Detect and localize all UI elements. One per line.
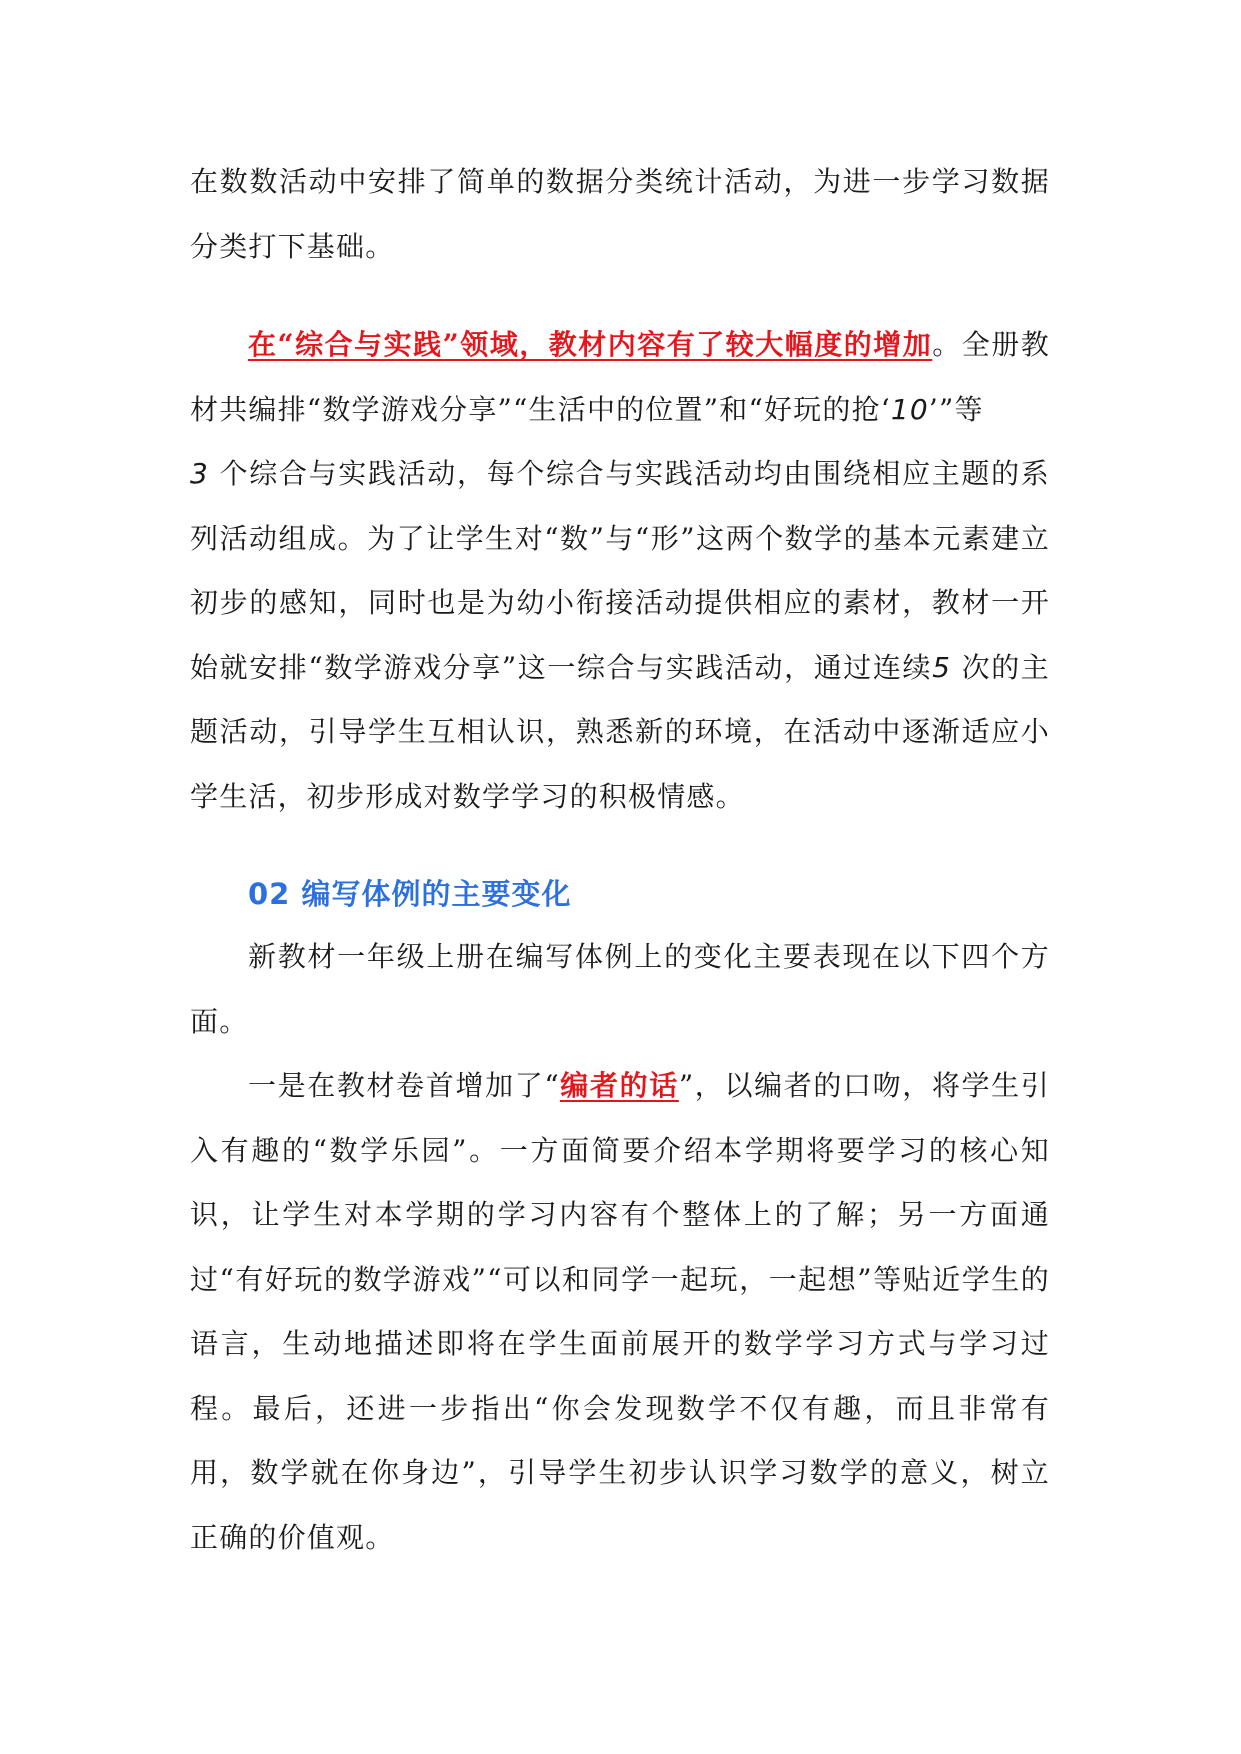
text-segment: 。全册教材共编排“数学游戏分享”“生活中的位置”和“好玩的抢‘ [190,328,1050,426]
text-segment: 一是在教材卷首增加了“ [248,1069,560,1102]
paragraph-four-aspects: 新教材一年级上册在编写体例上的变化主要表现在以下四个方面。 [190,940,1050,1038]
text-segment: 个综合与实践活动，每个综合与实践活动均由围绕相应主题的系列活动组成。为了让学生对“数”与“形”这两个数学的基本元素建立初步的感知，同时也是为幼小衔接活动提供相应的素材，教材一开始就安排“数学游戏分享”这一综合与实践活动，通过连续 [190,457,1050,684]
text-segment: 次的主题活动，引导学生互相认识，熟悉新的环境，在活动中逐渐适应小学生活，初步形成对数学学习的积极情感。 [190,650,1050,813]
text-segment: ’”等 [928,392,984,426]
text-segment: ”，以编者的口吻，将学生引入有趣的“数学乐园”。一方面简要介绍本学期将要学习的核心知识，让学生对本学期的学习内容有个整体上的了解；另一方面通过“有好玩的数学游戏”“可以和同学一起玩，一起想”等贴近学生的语言，生动地描述即将在学生面前展开的数学学习方式与学习过程。最后，还进一步指出“你会发现数学不仅有趣，而且非常有用，数学就在你身边”，引导学生初步认识学习数学的意义，树立正确的价值观。 [190,1069,1050,1554]
number-ten: 10 [890,392,929,426]
highlight-comprehensive-practice: 在“综合与实践”领域，教材内容有了较大幅度的增加 [248,328,933,361]
paragraph-comprehensive-practice [190,313,1050,829]
paragraph-editor-words [190,1054,1050,1570]
number-three: 3 [190,457,210,490]
number-five: 5 [932,650,952,684]
paragraph-data-classification: 在数数活动中安排了简单的数据分类统计活动，为进一步学习数据分类打下基础。 [190,165,1050,263]
section-heading: 02 编写体例的主要变化 [248,877,572,911]
highlight-editor-words: 编者的话 [559,1069,679,1102]
document-page [190,150,1050,1570]
